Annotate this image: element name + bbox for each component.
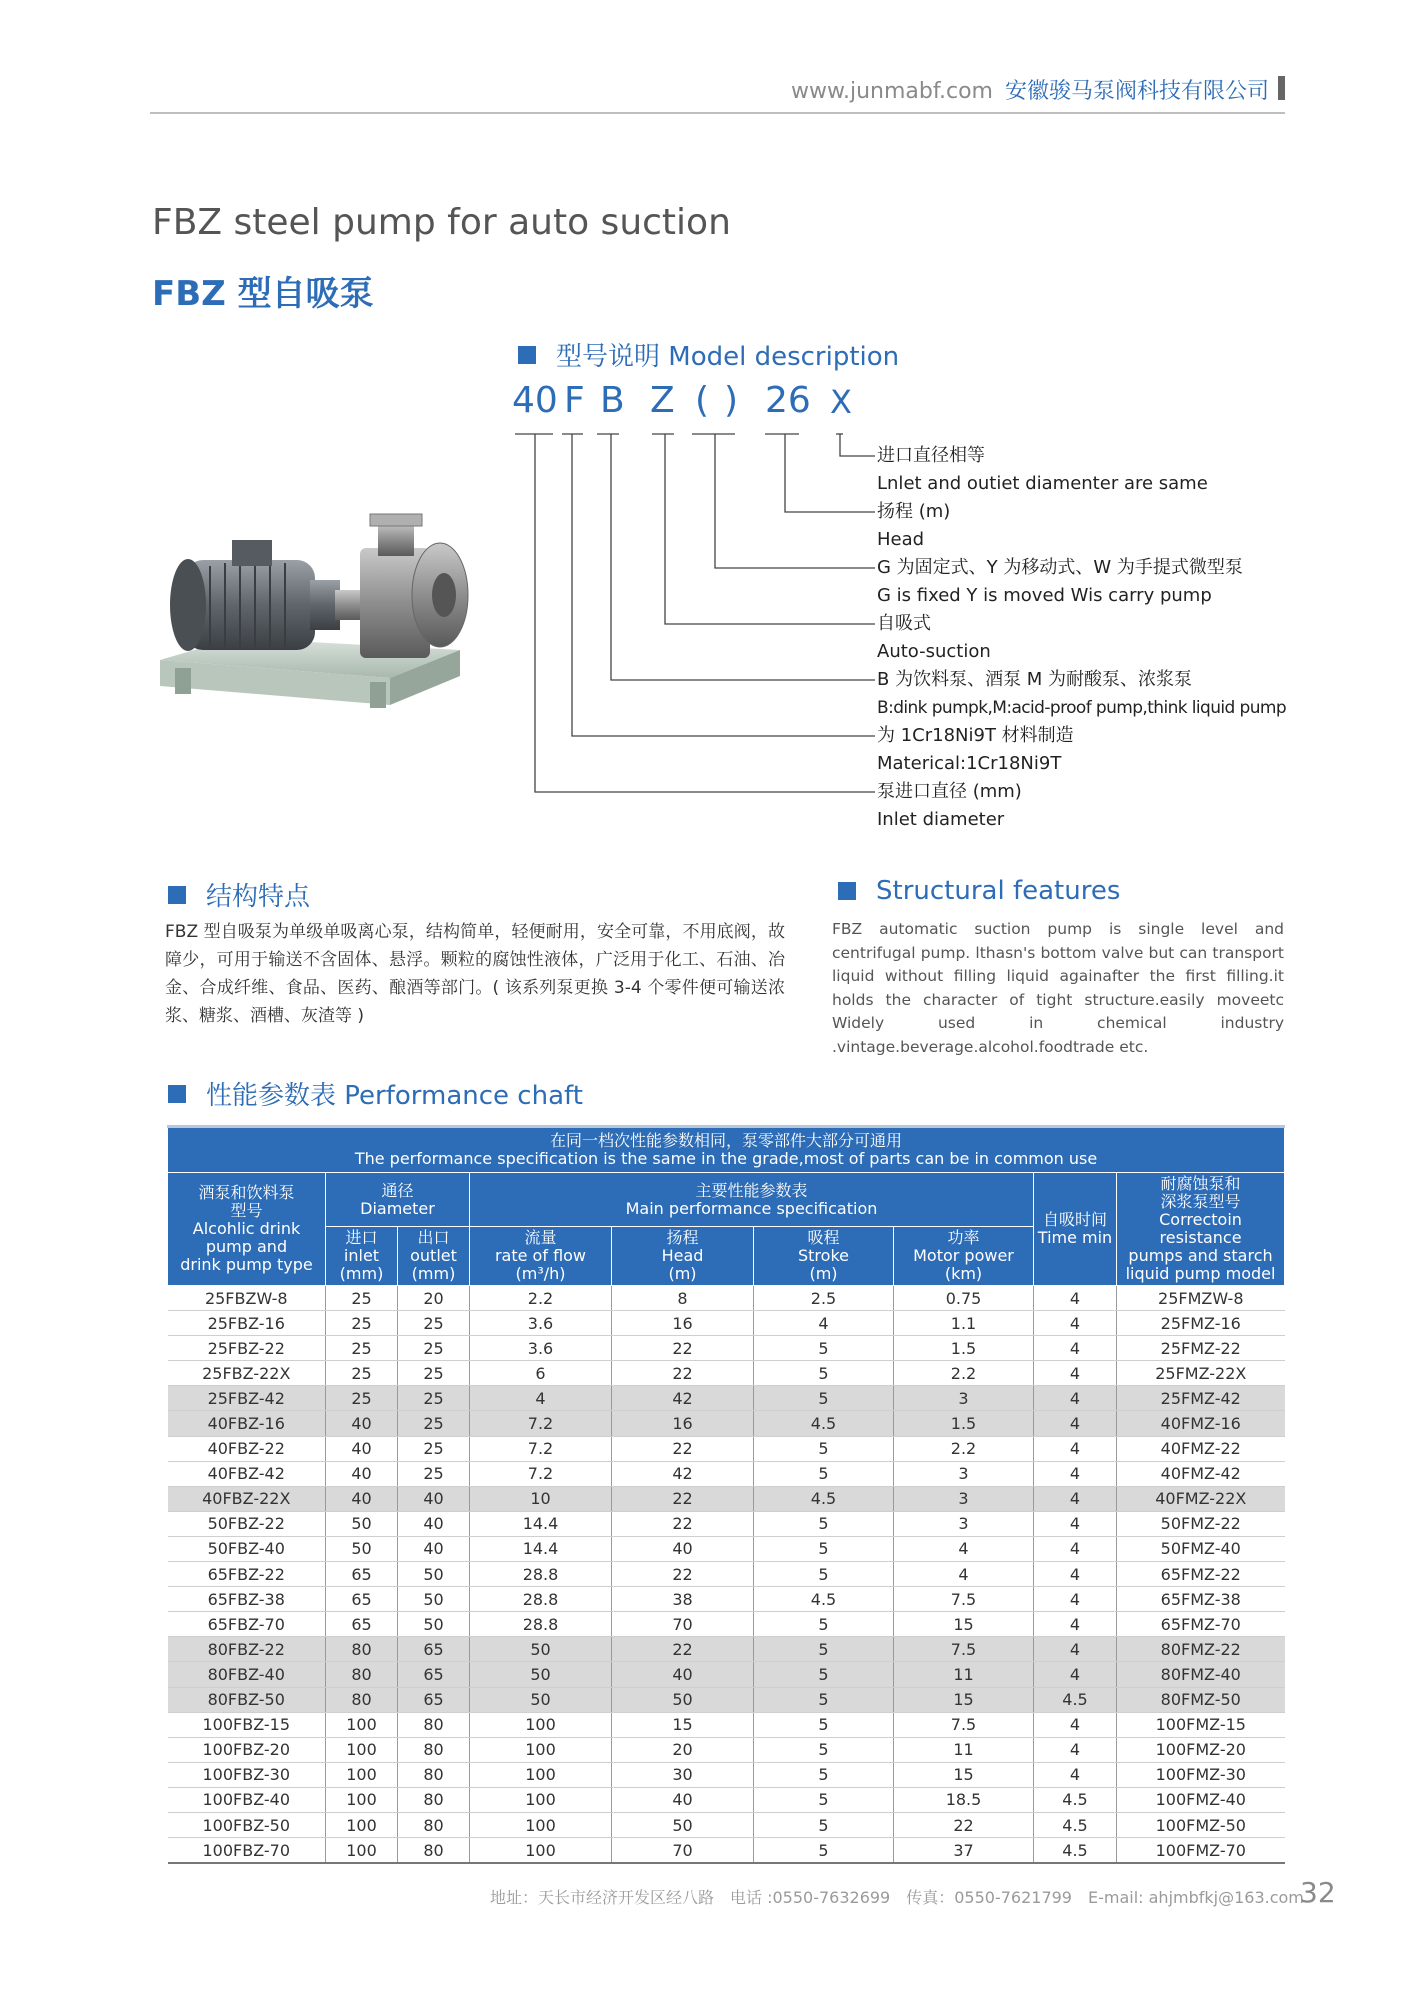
table-cell: 11 bbox=[894, 1737, 1034, 1762]
table-cell: 100FMZ-50 bbox=[1117, 1812, 1285, 1837]
desc-line: 扬程 (m) bbox=[877, 501, 951, 522]
table-cell: 20 bbox=[398, 1286, 470, 1311]
table-cell: 50FMZ-40 bbox=[1117, 1536, 1285, 1561]
table-cell: 80FBZ-50 bbox=[168, 1687, 326, 1712]
pump-product-image bbox=[140, 500, 500, 730]
table-cell: 4 bbox=[1034, 1637, 1117, 1662]
table-cell: 40 bbox=[398, 1486, 470, 1511]
table-cell: 25 bbox=[398, 1461, 470, 1486]
table-cell: 80FBZ-40 bbox=[168, 1662, 326, 1687]
table-cell: 15 bbox=[894, 1687, 1034, 1712]
desc-line: G 为固定式、Y 为移动式、W 为手提式微型泵 bbox=[877, 557, 1243, 578]
table-cell: 4 bbox=[1034, 1662, 1117, 1687]
col-header-time: 自吸时间 Time min bbox=[1034, 1173, 1117, 1286]
table-cell: 1.5 bbox=[894, 1336, 1034, 1361]
table-cell: 4 bbox=[1034, 1461, 1117, 1486]
table-cell: 40 bbox=[326, 1436, 398, 1461]
table-row bbox=[168, 1511, 1285, 1536]
code-part-material: F bbox=[564, 380, 585, 421]
table-cell: 4 bbox=[1034, 1737, 1117, 1762]
table-cell: 5 bbox=[754, 1386, 894, 1411]
table-row bbox=[168, 1336, 1285, 1361]
table-cell: 4 bbox=[1034, 1386, 1117, 1411]
table-cell: 25 bbox=[398, 1436, 470, 1461]
table-banner: 在同一档次性能参数相同，泵零部件大部分可通用 The performance specification is the same in the grade,most of parts can be in common use bbox=[168, 1127, 1285, 1173]
table-cell: 18.5 bbox=[894, 1787, 1034, 1812]
table-cell: 80 bbox=[326, 1637, 398, 1662]
title-english: FBZ steel pump for auto suction bbox=[152, 202, 731, 243]
table-cell: 100 bbox=[470, 1787, 612, 1812]
table-cell: 40FBZ-22X bbox=[168, 1486, 326, 1511]
table-row bbox=[168, 1737, 1285, 1762]
table-cell: 80 bbox=[398, 1712, 470, 1737]
table-row bbox=[168, 1386, 1285, 1411]
table-cell: 42 bbox=[612, 1461, 754, 1486]
table-cell: 25 bbox=[326, 1336, 398, 1361]
page-number: 32 bbox=[1300, 1876, 1336, 1909]
table-cell: 100FMZ-30 bbox=[1117, 1762, 1285, 1787]
table-cell: 4.5 bbox=[1034, 1812, 1117, 1837]
table-cell: 65FMZ-70 bbox=[1117, 1612, 1285, 1637]
square-bullet-icon bbox=[838, 882, 856, 900]
table-cell: 4.5 bbox=[1034, 1687, 1117, 1712]
table-row bbox=[168, 1461, 1285, 1486]
table-cell: 50 bbox=[470, 1662, 612, 1687]
table-cell: 7.2 bbox=[470, 1461, 612, 1486]
table-cell: 80 bbox=[398, 1787, 470, 1812]
performance-heading: 性能参数表 Performance chaft bbox=[168, 1075, 583, 1112]
table-cell: 40 bbox=[612, 1662, 754, 1687]
table-cell: 100 bbox=[326, 1812, 398, 1837]
table-cell: 7.5 bbox=[894, 1712, 1034, 1737]
table-cell: 40FBZ-22 bbox=[168, 1436, 326, 1461]
table-cell: 25FBZ-42 bbox=[168, 1386, 326, 1411]
table-cell: 65FMZ-22 bbox=[1117, 1562, 1285, 1587]
table-cell: 50 bbox=[398, 1612, 470, 1637]
table-cell: 65FMZ-38 bbox=[1117, 1587, 1285, 1612]
table-cell: 70 bbox=[612, 1838, 754, 1864]
col-header-diameter: 通径 Diameter bbox=[326, 1173, 470, 1227]
table-cell: 100FBZ-20 bbox=[168, 1737, 326, 1762]
code-part-x: X bbox=[830, 383, 852, 421]
table-cell: 14.4 bbox=[470, 1511, 612, 1536]
table-cell: 28.8 bbox=[470, 1562, 612, 1587]
model-description-leader-lines bbox=[515, 430, 875, 810]
table-cell: 65FBZ-22 bbox=[168, 1562, 326, 1587]
table-cell: 25FBZ-22X bbox=[168, 1361, 326, 1386]
table-cell: 100 bbox=[470, 1712, 612, 1737]
table-cell: 7.5 bbox=[894, 1637, 1034, 1662]
table-cell: 5 bbox=[754, 1562, 894, 1587]
table-cell: 25 bbox=[398, 1386, 470, 1411]
table-cell: 3.6 bbox=[470, 1311, 612, 1336]
table-cell: 4 bbox=[894, 1562, 1034, 1587]
table-cell: 25FBZ-16 bbox=[168, 1311, 326, 1336]
table-cell: 22 bbox=[612, 1511, 754, 1536]
table-row bbox=[168, 1612, 1285, 1637]
table-row bbox=[168, 1486, 1285, 1511]
table-cell: 40 bbox=[326, 1411, 398, 1436]
table-cell: 5 bbox=[754, 1712, 894, 1737]
col-header-main-spec: 主要性能参数表 Main performance specification bbox=[470, 1173, 1034, 1227]
table-cell: 40 bbox=[398, 1511, 470, 1536]
table-cell: 5 bbox=[754, 1787, 894, 1812]
table-cell: 50 bbox=[470, 1687, 612, 1712]
table-cell: 28.8 bbox=[470, 1612, 612, 1637]
table-row bbox=[168, 1787, 1285, 1812]
table-cell: 50 bbox=[470, 1637, 612, 1662]
table-cell: 40FMZ-22 bbox=[1117, 1436, 1285, 1461]
table-cell: 40FBZ-16 bbox=[168, 1411, 326, 1436]
code-part-open-paren: ( bbox=[695, 380, 710, 421]
table-cell: 5 bbox=[754, 1762, 894, 1787]
table-cell: 5 bbox=[754, 1637, 894, 1662]
table-cell: 65 bbox=[326, 1587, 398, 1612]
table-cell: 4 bbox=[1034, 1762, 1117, 1787]
table-cell: 4 bbox=[1034, 1511, 1117, 1536]
table-cell: 50FBZ-22 bbox=[168, 1511, 326, 1536]
table-cell: 3 bbox=[894, 1486, 1034, 1511]
table-cell: 22 bbox=[612, 1562, 754, 1587]
table-row bbox=[168, 1536, 1285, 1561]
table-cell: 80 bbox=[398, 1762, 470, 1787]
table-cell: 100 bbox=[326, 1712, 398, 1737]
table-cell: 100FMZ-40 bbox=[1117, 1787, 1285, 1812]
table-cell: 1.1 bbox=[894, 1311, 1034, 1336]
table-cell: 5 bbox=[754, 1612, 894, 1637]
table-cell: 25 bbox=[326, 1286, 398, 1311]
table-cell: 80 bbox=[398, 1838, 470, 1864]
table-cell: 40 bbox=[612, 1536, 754, 1561]
table-cell: 22 bbox=[894, 1812, 1034, 1837]
title-chinese: FBZ 型自吸泵 bbox=[152, 274, 374, 314]
table-cell: 100 bbox=[470, 1762, 612, 1787]
table-cell: 38 bbox=[612, 1587, 754, 1612]
table-cell: 25 bbox=[398, 1336, 470, 1361]
table-cell: 25FMZ-16 bbox=[1117, 1311, 1285, 1336]
table-row bbox=[168, 1762, 1285, 1787]
table-cell: 5 bbox=[754, 1436, 894, 1461]
table-cell: 11 bbox=[894, 1662, 1034, 1687]
table-cell: 80FMZ-40 bbox=[1117, 1662, 1285, 1687]
desc-line: Lnlet and outiet diamenter are same bbox=[877, 473, 1208, 494]
table-row bbox=[168, 1286, 1285, 1311]
table-cell: 16 bbox=[612, 1311, 754, 1336]
table-cell: 70 bbox=[612, 1612, 754, 1637]
table-cell: 4.5 bbox=[1034, 1787, 1117, 1812]
table-cell: 65 bbox=[326, 1612, 398, 1637]
desc-line: B 为饮料泵、酒泵 M 为耐酸泵、浓浆泵 bbox=[877, 669, 1193, 690]
table-cell: 100FBZ-30 bbox=[168, 1762, 326, 1787]
features-text-cn: FBZ 型自吸泵为单级单吸离心泵，结构简单，轻便耐用，安全可靠，不用底阀，故障少，可用于输送不含固体、悬浮。颗粒的腐蚀性液体，广泛用于化工、石油、冶金、合成纤维、食品、医药、酿酒等部门。( 该系列泵更换 3-4 个零件便可输送浓浆、糖浆、酒槽、灰渣等 ) bbox=[165, 922, 785, 1026]
table-cell: 22 bbox=[612, 1361, 754, 1386]
model-description-list bbox=[877, 442, 1297, 834]
code-part-type: B bbox=[600, 380, 625, 421]
table-row bbox=[168, 1562, 1285, 1587]
table-cell: 16 bbox=[612, 1411, 754, 1436]
table-cell: 6 bbox=[470, 1361, 612, 1386]
table-cell: 25FMZ-42 bbox=[1117, 1386, 1285, 1411]
table-cell: 65FBZ-70 bbox=[168, 1612, 326, 1637]
table-cell: 4 bbox=[1034, 1486, 1117, 1511]
table-cell: 4.5 bbox=[1034, 1838, 1117, 1864]
table-cell: 5 bbox=[754, 1687, 894, 1712]
table-cell: 5 bbox=[754, 1536, 894, 1561]
table-cell: 20 bbox=[612, 1737, 754, 1762]
col-header-inlet: 进口 inlet (mm) bbox=[326, 1227, 398, 1286]
table-cell: 4 bbox=[1034, 1562, 1117, 1587]
page-header bbox=[150, 68, 1285, 114]
table-row bbox=[168, 1587, 1285, 1612]
col-header-model: 酒泵和饮料泵 型号 Alcohlic drink pump and drink pump type bbox=[168, 1173, 326, 1286]
table-cell: 50 bbox=[326, 1511, 398, 1536]
table-cell: 15 bbox=[894, 1762, 1034, 1787]
table-cell: 5 bbox=[754, 1361, 894, 1386]
table-cell: 5 bbox=[754, 1838, 894, 1864]
table-row bbox=[168, 1662, 1285, 1687]
table-cell: 5 bbox=[754, 1812, 894, 1837]
desc-line: 自吸式 bbox=[877, 613, 931, 634]
table-cell: 65 bbox=[398, 1637, 470, 1662]
table-cell: 80 bbox=[326, 1687, 398, 1712]
table-cell: 4 bbox=[1034, 1336, 1117, 1361]
table-row bbox=[168, 1361, 1285, 1386]
table-row bbox=[168, 1311, 1285, 1336]
table-row bbox=[168, 1637, 1285, 1662]
table-cell: 2.5 bbox=[754, 1286, 894, 1311]
table-cell: 10 bbox=[470, 1486, 612, 1511]
table-cell: 4 bbox=[894, 1536, 1034, 1561]
header-bar-mark bbox=[1278, 76, 1285, 100]
table-cell: 22 bbox=[612, 1486, 754, 1511]
table-cell: 22 bbox=[612, 1436, 754, 1461]
code-part-head: 26 bbox=[765, 380, 811, 421]
table-cell: 22 bbox=[612, 1637, 754, 1662]
table-cell: 100 bbox=[326, 1737, 398, 1762]
table-row bbox=[168, 1411, 1285, 1436]
desc-line: B:dink pumpk,M:acid-proof pump,think liquid pump bbox=[877, 698, 1287, 718]
table-cell: 4 bbox=[470, 1386, 612, 1411]
table-cell: 40 bbox=[398, 1536, 470, 1561]
table-cell: 4 bbox=[1034, 1612, 1117, 1637]
table-cell: 40 bbox=[326, 1486, 398, 1511]
footer-contact: 地址：天长市经济开发区经八路 电话 :0550-7632699 传真：0550-7621799 E-mail: ahjmbfkj@163.com bbox=[490, 1888, 1304, 1907]
desc-line: Head bbox=[877, 529, 925, 550]
table-row bbox=[168, 1687, 1285, 1712]
table-cell: 15 bbox=[612, 1712, 754, 1737]
table-cell: 4 bbox=[1034, 1436, 1117, 1461]
table-cell: 14.4 bbox=[470, 1536, 612, 1561]
code-part-close-paren: ) bbox=[724, 380, 739, 421]
table-cell: 4 bbox=[754, 1311, 894, 1336]
table-cell: 50FMZ-22 bbox=[1117, 1511, 1285, 1536]
table-cell: 5 bbox=[754, 1511, 894, 1536]
table-cell: 100FMZ-70 bbox=[1117, 1838, 1285, 1864]
table-cell: 50 bbox=[398, 1587, 470, 1612]
table-cell: 100 bbox=[326, 1762, 398, 1787]
features-heading-cn: 结构特点 bbox=[168, 876, 310, 913]
code-part-diameter: 40 bbox=[512, 380, 558, 421]
table-cell: 80 bbox=[326, 1662, 398, 1687]
desc-line: Inlet diameter bbox=[877, 809, 1005, 830]
table-cell: 2.2 bbox=[894, 1361, 1034, 1386]
table-cell: 100FMZ-20 bbox=[1117, 1737, 1285, 1762]
table-cell: 4 bbox=[1034, 1411, 1117, 1436]
header-url[interactable]: www.junmabf.com bbox=[791, 79, 993, 104]
table-cell: 4 bbox=[1034, 1587, 1117, 1612]
table-cell: 30 bbox=[612, 1762, 754, 1787]
col-header-outlet: 出口 outlet (mm) bbox=[398, 1227, 470, 1286]
table-cell: 25 bbox=[326, 1361, 398, 1386]
desc-line: 为 1Cr18Ni9T 材料制造 bbox=[877, 725, 1074, 746]
table-cell: 15 bbox=[894, 1612, 1034, 1637]
table-cell: 100FBZ-50 bbox=[168, 1812, 326, 1837]
table-cell: 5 bbox=[754, 1737, 894, 1762]
table-cell: 3 bbox=[894, 1511, 1034, 1536]
table-cell: 8 bbox=[612, 1286, 754, 1311]
table-cell: 4 bbox=[1034, 1361, 1117, 1386]
desc-line: G is fixed Y is moved Wis carry pump bbox=[877, 585, 1212, 606]
table-cell: 4 bbox=[1034, 1536, 1117, 1561]
col-header-head: 扬程 Head (m) bbox=[612, 1227, 754, 1286]
table-cell: 1.5 bbox=[894, 1411, 1034, 1436]
table-cell: 4.5 bbox=[754, 1587, 894, 1612]
table-cell: 3.6 bbox=[470, 1336, 612, 1361]
performance-table bbox=[167, 1125, 1284, 1864]
table-row bbox=[168, 1812, 1285, 1837]
table-cell: 25FBZW-8 bbox=[168, 1286, 326, 1311]
model-code bbox=[512, 380, 912, 430]
table-cell: 2.2 bbox=[894, 1436, 1034, 1461]
table-cell: 2.2 bbox=[470, 1286, 612, 1311]
table-cell: 100FMZ-15 bbox=[1117, 1712, 1285, 1737]
table-cell: 100FBZ-70 bbox=[168, 1838, 326, 1864]
desc-line: Materical:1Cr18Ni9T bbox=[877, 753, 1062, 774]
table-cell: 80FBZ-22 bbox=[168, 1637, 326, 1662]
table-cell: 25FMZ-22 bbox=[1117, 1336, 1285, 1361]
table-cell: 4 bbox=[1034, 1311, 1117, 1336]
table-cell: 80FMZ-50 bbox=[1117, 1687, 1285, 1712]
features-heading-en: Structural features bbox=[838, 876, 1120, 906]
code-part-auto-suction: Z bbox=[650, 380, 675, 421]
table-cell: 40 bbox=[326, 1461, 398, 1486]
table-cell: 100 bbox=[326, 1787, 398, 1812]
table-row bbox=[168, 1436, 1285, 1461]
table-cell: 100 bbox=[470, 1737, 612, 1762]
table-cell: 0.75 bbox=[894, 1286, 1034, 1311]
table-cell: 25FMZ-22X bbox=[1117, 1361, 1285, 1386]
table-row bbox=[168, 1712, 1285, 1737]
table-cell: 100 bbox=[470, 1838, 612, 1864]
table-cell: 65 bbox=[398, 1687, 470, 1712]
table-cell: 25 bbox=[326, 1311, 398, 1336]
header-company: 安徽骏马泵阀科技有限公司 bbox=[1004, 79, 1269, 104]
features-text-en: FBZ automatic suction pump is single level and centrifugal pump. lthasn's bottom valve but can transport liquid without filling liquid againafter the first filling.it holds the character of tight structure.easily moveetc Widely used in chemical industry .vintage.beverage.alcohol.foodtrade etc. bbox=[832, 920, 1284, 1056]
table-cell: 25 bbox=[398, 1411, 470, 1436]
table-cell: 100FBZ-15 bbox=[168, 1712, 326, 1737]
table-cell: 80 bbox=[398, 1812, 470, 1837]
table-cell: 5 bbox=[754, 1461, 894, 1486]
col-header-corrosion-model: 耐腐蚀泵和 深浆泵型号 Correctoin resistance pumps and starch liquid pump model bbox=[1117, 1173, 1285, 1286]
table-row bbox=[168, 1838, 1285, 1864]
table-cell: 100FBZ-40 bbox=[168, 1787, 326, 1812]
table-cell: 7.2 bbox=[470, 1436, 612, 1461]
desc-line: 进口直径相等 bbox=[877, 445, 985, 466]
table-cell: 50 bbox=[612, 1812, 754, 1837]
table-cell: 7.2 bbox=[470, 1411, 612, 1436]
table-cell: 100 bbox=[326, 1838, 398, 1864]
table-cell: 25FBZ-22 bbox=[168, 1336, 326, 1361]
table-cell: 4.5 bbox=[754, 1411, 894, 1436]
table-cell: 3 bbox=[894, 1461, 1034, 1486]
table-cell: 25 bbox=[398, 1361, 470, 1386]
table-cell: 65 bbox=[398, 1662, 470, 1687]
table-cell: 7.5 bbox=[894, 1587, 1034, 1612]
desc-line: 泵进口直径 (mm) bbox=[877, 781, 1022, 802]
table-cell: 65 bbox=[326, 1562, 398, 1587]
square-bullet-icon bbox=[168, 886, 186, 904]
square-bullet-icon bbox=[168, 1085, 186, 1103]
table-cell: 3 bbox=[894, 1386, 1034, 1411]
table-cell: 25 bbox=[326, 1386, 398, 1411]
table-cell: 40FMZ-22X bbox=[1117, 1486, 1285, 1511]
table-cell: 80 bbox=[398, 1737, 470, 1762]
table-cell: 80FMZ-22 bbox=[1117, 1637, 1285, 1662]
table-cell: 40FMZ-16 bbox=[1117, 1411, 1285, 1436]
col-header-stroke: 吸程 Stroke (m) bbox=[754, 1227, 894, 1286]
square-bullet-icon bbox=[518, 346, 536, 364]
table-cell: 4 bbox=[1034, 1286, 1117, 1311]
table-cell: 5 bbox=[754, 1662, 894, 1687]
table-cell: 28.8 bbox=[470, 1587, 612, 1612]
table-cell: 42 bbox=[612, 1386, 754, 1411]
table-cell: 50FBZ-40 bbox=[168, 1536, 326, 1561]
table-cell: 50 bbox=[612, 1687, 754, 1712]
table-cell: 22 bbox=[612, 1336, 754, 1361]
table-cell: 40FBZ-42 bbox=[168, 1461, 326, 1486]
table-cell: 100 bbox=[470, 1812, 612, 1837]
model-description-heading: 型号说明 Model description bbox=[518, 336, 899, 373]
table-cell: 25FMZW-8 bbox=[1117, 1286, 1285, 1311]
col-header-flow: 流量 rate of flow (m³/h) bbox=[470, 1227, 612, 1286]
table-cell: 37 bbox=[894, 1838, 1034, 1864]
table-cell: 40 bbox=[612, 1787, 754, 1812]
table-cell: 40FMZ-42 bbox=[1117, 1461, 1285, 1486]
table-cell: 50 bbox=[326, 1536, 398, 1561]
table-cell: 65FBZ-38 bbox=[168, 1587, 326, 1612]
col-header-power: 功率 Motor power (km) bbox=[894, 1227, 1034, 1286]
table-cell: 5 bbox=[754, 1336, 894, 1361]
table-cell: 4 bbox=[1034, 1712, 1117, 1737]
table-cell: 4.5 bbox=[754, 1486, 894, 1511]
desc-line: Auto-suction bbox=[877, 641, 991, 662]
table-cell: 25 bbox=[398, 1311, 470, 1336]
table-cell: 50 bbox=[398, 1562, 470, 1587]
